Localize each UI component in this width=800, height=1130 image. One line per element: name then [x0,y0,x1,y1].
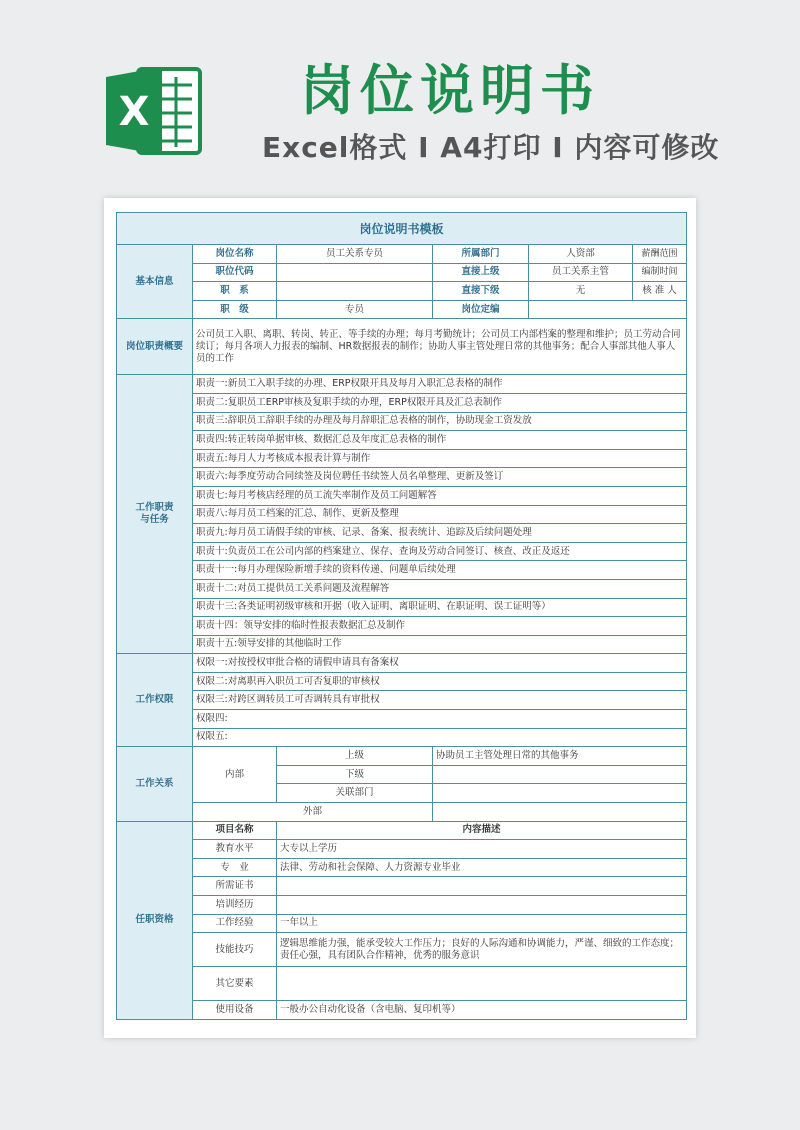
duty-item[interactable]: 职责六:每季度劳动合同续签及岗位聘任书续签人员名单整理、更新及签订 [193,468,687,487]
qualification-name: 工作经验 [193,914,277,933]
qualification-desc[interactable] [277,896,687,915]
relations-row-label: 下级 [277,765,433,784]
duty-item[interactable]: 职责十:负责员工在公司内部的档案建立、保存、查询及劳动合同签订、核查、改正及返还 [193,542,687,561]
duty-item[interactable]: 职责七:每月考核店经理的员工流失率制作及员工问题解答 [193,486,687,505]
relations-internal-label: 内部 [193,747,277,803]
duty-item[interactable]: 职责三:辞职员工辞职手续的办理及每月辞职汇总表格的制作，协助现金工资发放 [193,412,687,431]
value-job-family[interactable] [277,282,433,301]
qualification-name: 其它要素 [193,967,277,1001]
relations-row-text[interactable] [433,784,687,803]
authority-item[interactable]: 权限二:对离职再入职员工可否复职的审核权 [193,672,687,691]
qualification-name: 技能技巧 [193,933,277,967]
category-duties [117,375,193,654]
qualification-desc[interactable]: 大专以上学历 [277,840,687,859]
document-sheet [104,198,696,1038]
qualification-desc[interactable]: 逻辑思维能力强，能承受较大工作压力；良好的人际沟通和协调能力，严谨、细致的工作态度；责任心强，具有团队合作精神，优秀的服务意识 [277,933,687,967]
duty-item[interactable]: 职责一:新员工入职手续的办理、ERP权限开具及每月入职汇总表格的制作 [193,375,687,394]
duty-item[interactable]: 职责十五:领导安排的其他临时工作 [193,635,687,654]
authority-item[interactable]: 权限一:对按授权审批合格的请假申请具有备案权 [193,654,687,673]
qualification-desc[interactable]: 法律、劳动和社会保障、人力资源专业毕业 [277,858,687,877]
qualification-name: 所需证书 [193,877,277,896]
qualification-desc[interactable] [277,877,687,896]
duty-item[interactable]: 职责五:每月人力考核成本报表计算与制作 [193,449,687,468]
authority-item[interactable]: 权限三:对跨区调转员工可否调转具有审批权 [193,691,687,710]
qualification-name: 专 业 [193,858,277,877]
qualification-name: 教育水平 [193,840,277,859]
relations-row-label: 上级 [277,747,433,766]
label-approver: 核 准 人 [633,282,687,301]
excel-icon [100,55,210,165]
form-title: 岗位说明书模板 [117,213,687,245]
label-job-level: 职 级 [193,300,277,319]
authority-item[interactable]: 权限四: [193,710,687,729]
value-department[interactable]: 人资部 [529,245,633,264]
value-direct-subordinate[interactable]: 无 [529,282,633,301]
label-salary-range: 薪酬范围 [633,245,687,264]
relations-external-text[interactable] [433,803,687,822]
label-position-name: 岗位名称 [193,245,277,264]
value-direct-superior[interactable]: 员工关系主管 [529,263,633,282]
relations-external-label: 外部 [193,803,433,822]
qualification-desc[interactable]: 一般办公自动化设备（含电脑、复印机等） [277,1001,687,1020]
qualification-col-desc: 内容描述 [277,821,687,840]
qualification-desc[interactable]: 一年以上 [277,914,687,933]
label-position-code: 职位代码 [193,263,277,282]
duty-item[interactable]: 职责十三:各类证明初级审核和开据（收入证明、离职证明、在职证明、误工证明等） [193,598,687,617]
label-job-family: 职 系 [193,282,277,301]
duty-item[interactable]: 职责九:每月员工请假手续的审核、记录、备案、报表统计、追踪及后续问题处理 [193,524,687,543]
relations-row-text[interactable] [433,765,687,784]
qualification-name: 培训经历 [193,896,277,915]
value-position-name[interactable]: 员工关系专员 [277,245,433,264]
label-direct-subordinate: 直接下级 [433,282,529,301]
label-headcount: 岗位定编 [433,300,529,319]
page-header [0,0,800,200]
qualification-desc[interactable] [277,967,687,1001]
page-title: 岗位说明书 [300,59,600,122]
category-duty-summary: 岗位职责概要 [117,319,193,375]
qualification-col-name: 项目名称 [193,821,277,840]
page-subtitle: Excel格式 I A4打印 I 内容可修改 [262,131,720,164]
duty-item[interactable]: 职责十二:对员工提供员工关系问题及流程解答 [193,579,687,598]
value-position-code[interactable] [277,263,433,282]
duty-item[interactable]: 职责八:每月员工档案的汇总、制作、更新及整理 [193,505,687,524]
excel-logo-letter: X [118,89,150,135]
duty-item[interactable]: 职责十四：领导安排的临时性报表数据汇总及制作 [193,617,687,636]
duty-item[interactable]: 职责二:复职员工ERP审核及复职手续的办理，ERP权限开具及汇总表制作 [193,393,687,412]
category-qualification: 任职资格 [117,821,193,1019]
duty-item[interactable]: 职责四:转正转岗单据审核、数据汇总及年度汇总表格的制作 [193,431,687,450]
value-headcount[interactable] [529,300,687,319]
authority-item[interactable]: 权限五: [193,728,687,747]
category-duties-line1: 工作职责 [135,502,174,514]
category-authority: 工作权限 [117,654,193,747]
label-direct-superior: 直接上级 [433,263,529,282]
value-job-level[interactable]: 专员 [277,300,433,319]
label-department: 所属部门 [433,245,529,264]
relations-row-text[interactable]: 协助员工主管处理日常的其他事务 [433,747,687,766]
label-prepared-date: 编制时间 [633,263,687,282]
category-relations: 工作关系 [117,747,193,821]
duty-summary-text[interactable]: 公司员工入职、离职、转岗、转正、等手续的办理；每月考勤统计；公司员工内部档案的整理和维护；员工劳动合同续订；每月各项人力报表的编制、HR数据报表的制作；协助人事主管处理日常的其他事务；配合人事部其他人事人员的工作 [193,319,687,375]
qualification-name: 使用设备 [193,1001,277,1020]
category-duties-line2: 与任务 [140,514,169,526]
job-description-table [116,212,687,1020]
relations-row-label: 关联部门 [277,784,433,803]
duty-item[interactable]: 职责十一:每月办理保险新增手续的资料传递、问题单后续处理 [193,561,687,580]
category-basic-info: 基本信息 [117,245,193,319]
